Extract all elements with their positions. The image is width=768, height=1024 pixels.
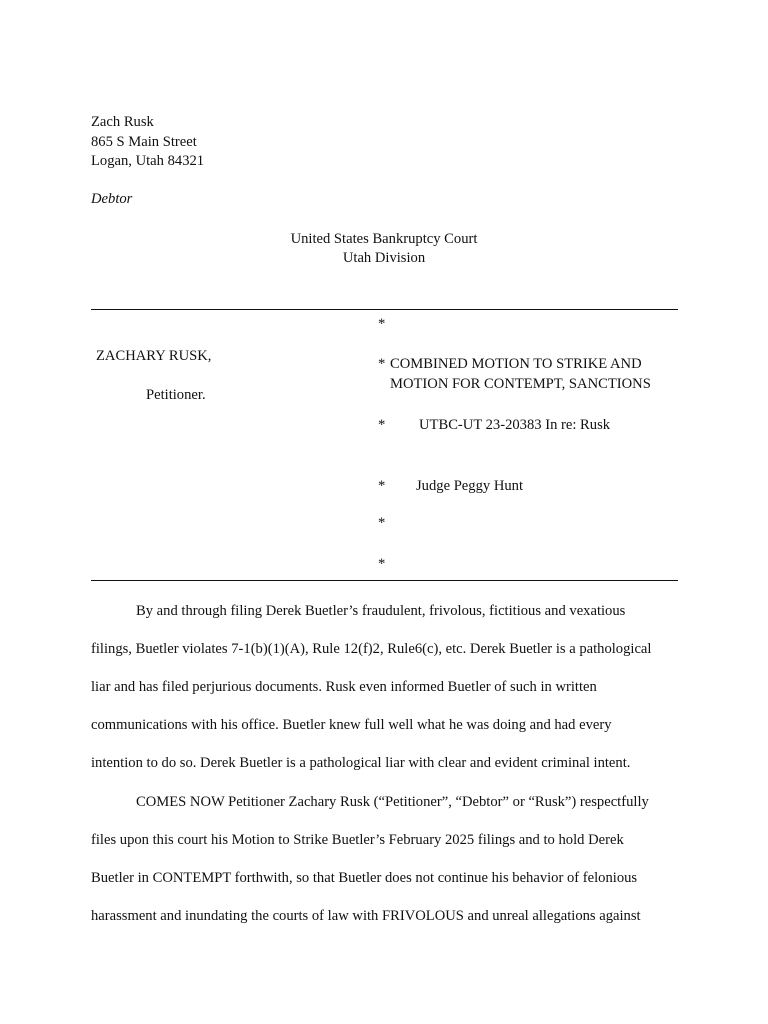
author-name: Zach Rusk [91,114,154,130]
paragraph-2 [91,783,678,935]
caption-top-rule [91,309,678,310]
court-division: Utah Division [342,250,426,266]
author-city: Logan, Utah 84321 [91,153,205,169]
paragraph-1 [91,592,678,782]
caption-star: * [378,556,386,572]
court-name: United States Bankruptcy Court [290,231,478,247]
author-street: 865 S Main Street [91,134,197,150]
paragraph-line: harassment and inundating the courts of law with FRIVOLOUS and unreal allegations against [91,908,641,924]
caption-star: * [378,515,386,531]
caption-star: * [378,316,386,332]
paragraph-line: By and through filing Derek Buetler’s fraudulent, frivolous, fictitious and vexatious [136,603,626,619]
author-role: Debtor [91,191,133,207]
caption-star: * [378,478,386,494]
caption-star: * [378,356,386,372]
motion-title-line2: MOTION FOR CONTEMPT, SANCTIONS [390,376,651,392]
paragraph-line: COMES NOW Petitioner Zachary Rusk (“Petitioner”, “Debtor” or “Rusk”) respectfully [136,794,649,810]
paragraph-line: liar and has filed perjurious documents. Rusk even informed Buetler of such in written [91,679,597,695]
paragraph-line: filings, Buetler violates 7-1(b)(1)(A), Rule 12(f)2, Rule6(c), etc. Derek Buetler is a pathological [91,641,652,657]
caption-bottom-rule [91,580,678,581]
paragraph-line: intention to do so. Derek Buetler is a pathological liar with clear and evident criminal intent. [91,755,631,771]
party-role: Petitioner. [146,387,206,403]
paragraph-line: Buetler in CONTEMPT forthwith, so that Buetler does not continue his behavior of felonious [91,870,638,886]
case-number: UTBC-UT 23-20383 In re: Rusk [419,417,611,433]
caption-star: * [378,417,386,433]
paragraph-line: files upon this court his Motion to Strike Buetler’s February 2025 filings and to hold Derek [91,832,624,848]
party-name: ZACHARY RUSK, [96,348,212,364]
judge-name: Judge Peggy Hunt [416,478,524,494]
motion-title-line1: COMBINED MOTION TO STRIKE AND [390,356,642,372]
paragraph-line: communications with his office. Buetler knew full well what he was doing and had every [91,717,612,733]
